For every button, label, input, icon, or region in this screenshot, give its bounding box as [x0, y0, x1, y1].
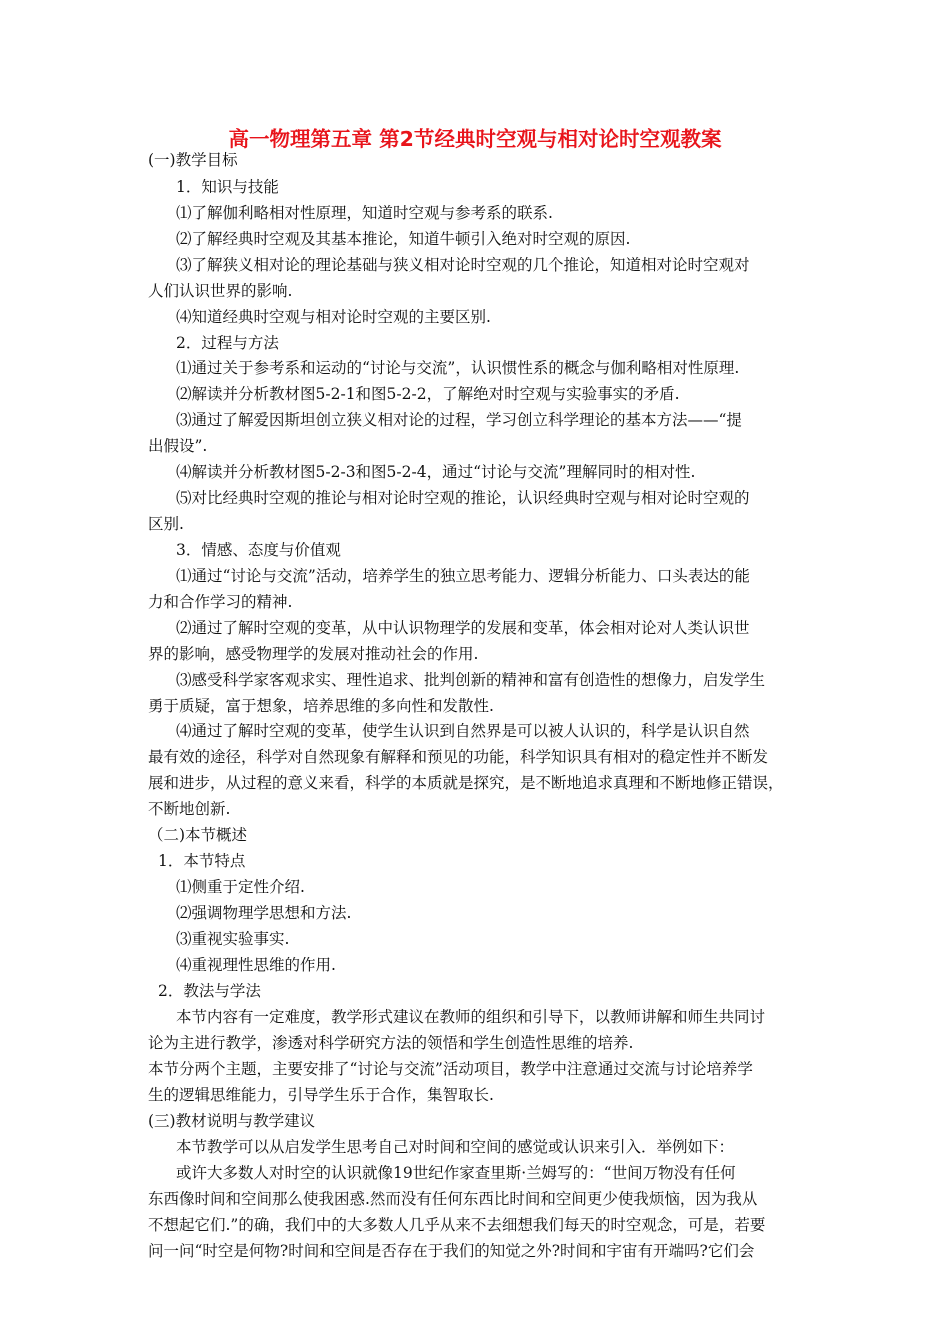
- text-line: ⑶重视实验事实.: [176, 930, 290, 948]
- text-line: 1．知识与技能: [176, 178, 279, 196]
- text-line: (一)教学目标: [148, 151, 238, 169]
- text-line: 本节教学可以从启发学生思考自己对时间和空间的感觉或认识来引入．举例如下：: [176, 1138, 735, 1156]
- text-line: ⑵了解经典时空观及其基本推论，知道牛顿引入绝对时空观的原因.: [176, 230, 631, 248]
- text-line: ⑵解读并分析教材图5-2-1和图5-2-2，了解绝对时空观与实验事实的矛盾.: [176, 385, 680, 403]
- text-line: 不想起它们.”的确，我们中的大多数人几乎从来不去细想我们每天的时空观念，可是，若要: [148, 1216, 766, 1234]
- text-line: 不断地创新.: [148, 800, 231, 818]
- text-line: 出假设”.: [148, 437, 208, 455]
- text-line: ⑴侧重于定性介绍.: [176, 878, 305, 896]
- text-line: 2．过程与方法: [176, 334, 279, 352]
- text-line: 生的逻辑思维能力，引导学生乐于合作，集智取长.: [148, 1086, 494, 1104]
- text-line: ⑵通过了解时空观的变革，从中认识物理学的发展和变革，体会相对论对人类认识世: [176, 619, 750, 637]
- text-line: 问一问“时空是何物?时间和空间是否存在于我们的知觉之外?时间和宇宙有开端吗?它们会: [148, 1242, 755, 1260]
- text-line: 1．本节特点: [158, 852, 246, 870]
- text-line: 东西像时间和空间那么使我困惑.然而没有任何东西比时间和空间更少使我烦恼，因为我从: [148, 1190, 758, 1208]
- text-line: 力和合作学习的精神.: [148, 593, 293, 611]
- text-line: （二)本节概述: [148, 826, 248, 844]
- text-line: 论为主进行教学，渗透对科学研究方法的领悟和学生创造性思维的培养.: [148, 1034, 634, 1052]
- text-line: ⑷通过了解时空观的变革，使学生认识到自然界是可以被人认识的，科学是认识自然: [176, 722, 750, 740]
- text-line: ⑷知道经典时空观与相对论时空观的主要区别.: [176, 308, 491, 326]
- text-line: 本节内容有一定难度，教学形式建议在教师的组织和引导下，以教师讲解和师生共同讨: [176, 1008, 766, 1026]
- text-line: ⑴通过关于参考系和运动的“讨论与交流”，认识惯性系的概念与伽利略相对性原理.: [176, 359, 740, 377]
- text-line: ⑷解读并分析教材图5-2-3和图5-2-4，通过“讨论与交流”理解同时的相对性.: [176, 463, 696, 481]
- text-line: ⑶感受科学家客观求实、理性追求、批判创新的精神和富有创造性的想像力，启发学生: [176, 671, 766, 689]
- text-line: 最有效的途径，科学对自然现象有解释和预见的功能，科学知识具有相对的稳定性并不断发: [148, 748, 769, 766]
- text-line: (三)教材说明与教学建议: [148, 1112, 316, 1130]
- text-line: ⑵强调物理学思想和方法.: [176, 904, 352, 922]
- text-line: 展和进步，从过程的意义来看，科学的本质就是探究，是不断地追求真理和不断地修正错误，: [148, 774, 784, 792]
- text-line: ⑴了解伽利略相对性原理，知道时空观与参考系的联系.: [176, 204, 553, 222]
- text-line: ⑴通过“讨论与交流”活动，培养学生的独立思考能力、逻辑分析能力、口头表达的能: [176, 567, 750, 585]
- text-line: 界的影响，感受物理学的发展对推动社会的作用.: [148, 645, 479, 663]
- document-title: 高一物理第五章 第2节经典时空观与相对论时空观教案: [228, 127, 722, 151]
- text-line: 本节分两个主题，主要安排了“讨论与交流”活动项目，教学中注意通过交流与讨论培养学: [148, 1060, 753, 1078]
- text-line: ⑶了解狭义相对论的理论基础与狭义相对论时空观的几个推论，知道相对论时空观对: [176, 256, 750, 274]
- text-line: ⑸对比经典时空观的推论与相对论时空观的推论，认识经典时空观与相对论时空观的: [176, 489, 750, 507]
- text-line: 3．情感、态度与价值观: [176, 541, 341, 559]
- text-line: 区别.: [148, 515, 184, 533]
- text-line: ⑶通过了解爱因斯坦创立狭义相对论的过程，学习创立科学理论的基本方法——“提: [176, 411, 742, 429]
- text-line: 或许大多数人对时空的认识就像19世纪作家查里斯·兰姆写的：“世间万物没有任何: [176, 1164, 736, 1182]
- text-line: ⑷重视理性思维的作用.: [176, 956, 336, 974]
- text-line: 勇于质疑，富于想象，培养思维的多向性和发散性.: [148, 697, 494, 715]
- text-line: 人们认识世界的影响.: [148, 282, 293, 300]
- text-line: 2．教法与学法: [158, 982, 261, 1000]
